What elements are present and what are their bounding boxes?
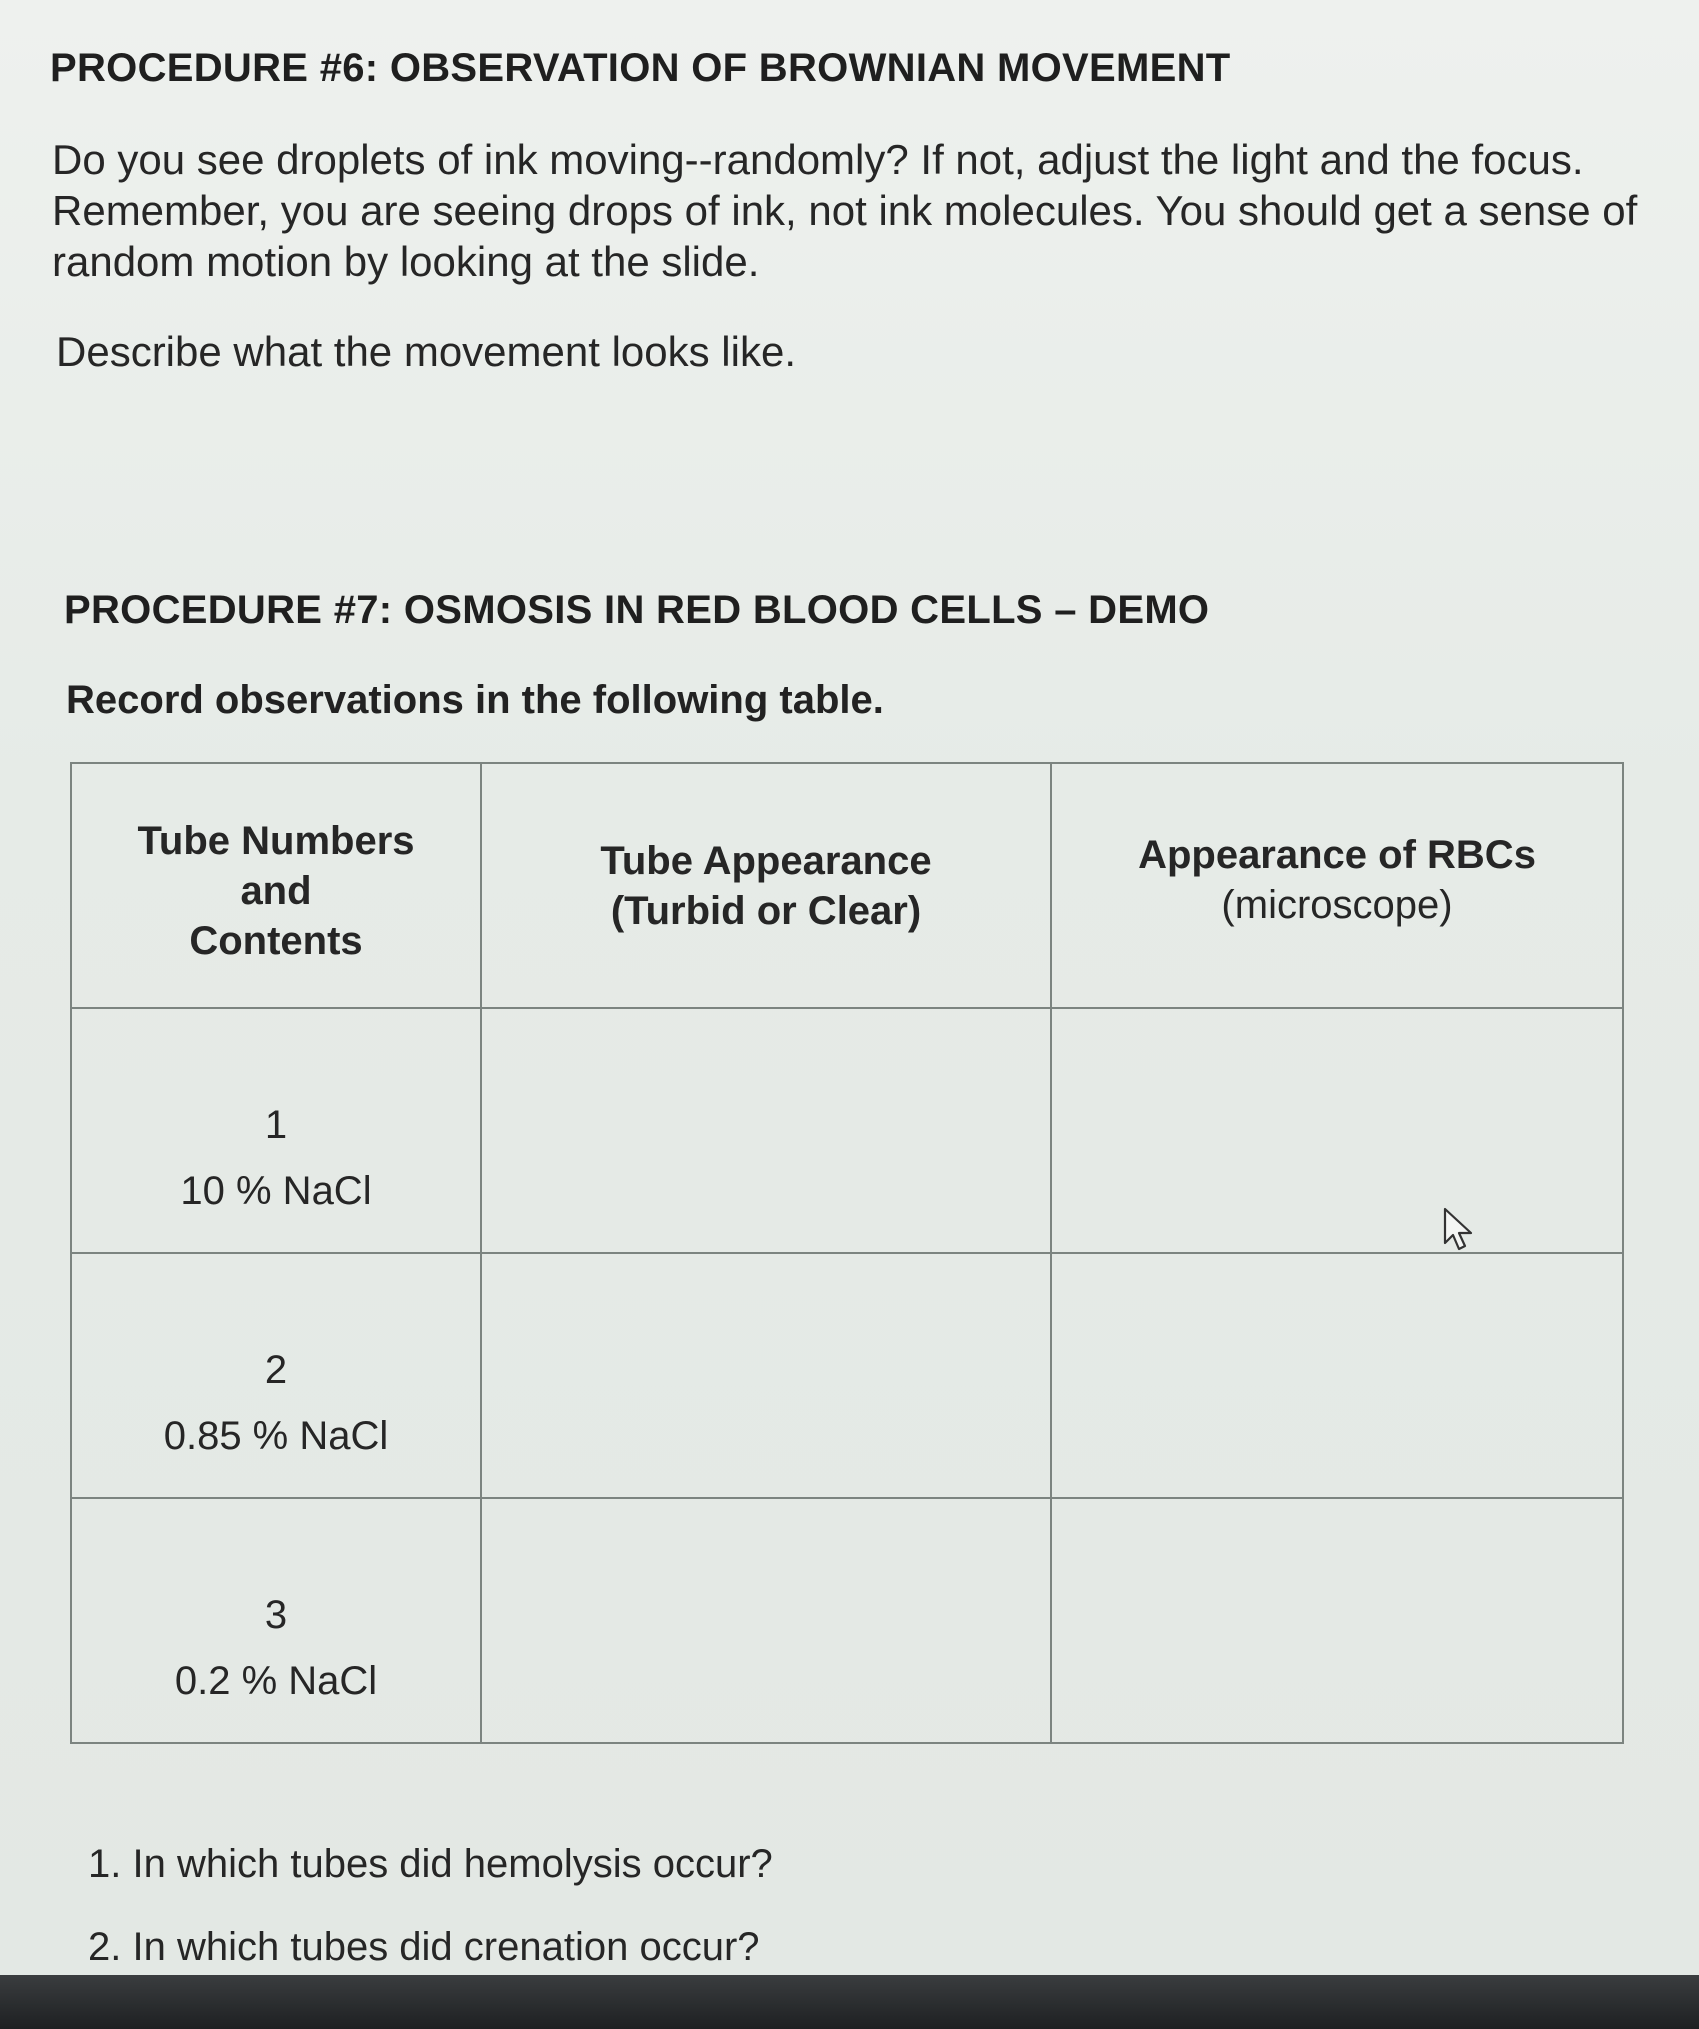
question-text: In which tubes did crenation occur? [132,1925,760,1969]
question-item [88,1923,773,1971]
table-row [71,1253,1623,1498]
instruction-line: Remember, you are seeing drops of ink, not ink molecules. You should get a sense of [52,187,1638,234]
tube-appearance-entry[interactable] [481,1253,1051,1498]
tube-contents: 10 % NaCl [180,1169,372,1213]
procedure6-heading: PROCEDURE #6: OBSERVATION OF BROWNIAN MOVEMENT [50,46,1231,90]
observation-table [70,762,1624,1744]
rbc-appearance-entry[interactable] [1051,1008,1623,1253]
tube-number: 3 [264,1593,288,1637]
rbc-appearance-entry[interactable] [1051,1498,1623,1743]
rbc-appearance-entry[interactable] [1051,1253,1623,1498]
instruction-line: random motion by looking at the slide. [52,238,760,285]
procedure7-heading: PROCEDURE #7: OSMOSIS IN RED BLOOD CELLS – DEMO [64,588,1210,632]
tube-appearance-entry[interactable] [481,1498,1051,1743]
table-instruction: Record observations in the following table. [66,678,884,722]
mouse-pointer-icon [1443,1207,1479,1253]
question-number: 2. [88,1925,122,1969]
table-row [71,1008,1623,1253]
table-header-row [71,763,1623,1008]
tube-cell [71,1498,481,1743]
header-tube-appearance: Tube Appearance (Turbid or Clear) [481,763,1051,1008]
tube-contents: 0.85 % NaCl [163,1414,389,1458]
monitor-bezel [0,1975,1699,2029]
question-number: 1. [88,1842,122,1886]
question-text: In which tubes did hemolysis occur? [132,1842,773,1886]
question-item [88,1840,773,1888]
tube-cell [71,1253,481,1498]
tube-contents: 0.2 % NaCl [174,1659,378,1703]
procedure6-prompt: Describe what the movement looks like. [56,328,796,375]
table-row [71,1498,1623,1743]
header-rbc-appearance: Appearance of RBCs (microscope) [1051,763,1623,1008]
procedure6-instructions [52,134,1637,287]
tube-number: 2 [264,1348,288,1392]
instruction-line: Do you see droplets of ink moving--randomly? If not, adjust the light and the focus. [52,136,1584,183]
tube-appearance-entry[interactable] [481,1008,1051,1253]
header-tube-numbers: Tube Numbers and Contents [71,763,481,1008]
tube-number: 1 [264,1103,288,1147]
tube-cell [71,1008,481,1253]
